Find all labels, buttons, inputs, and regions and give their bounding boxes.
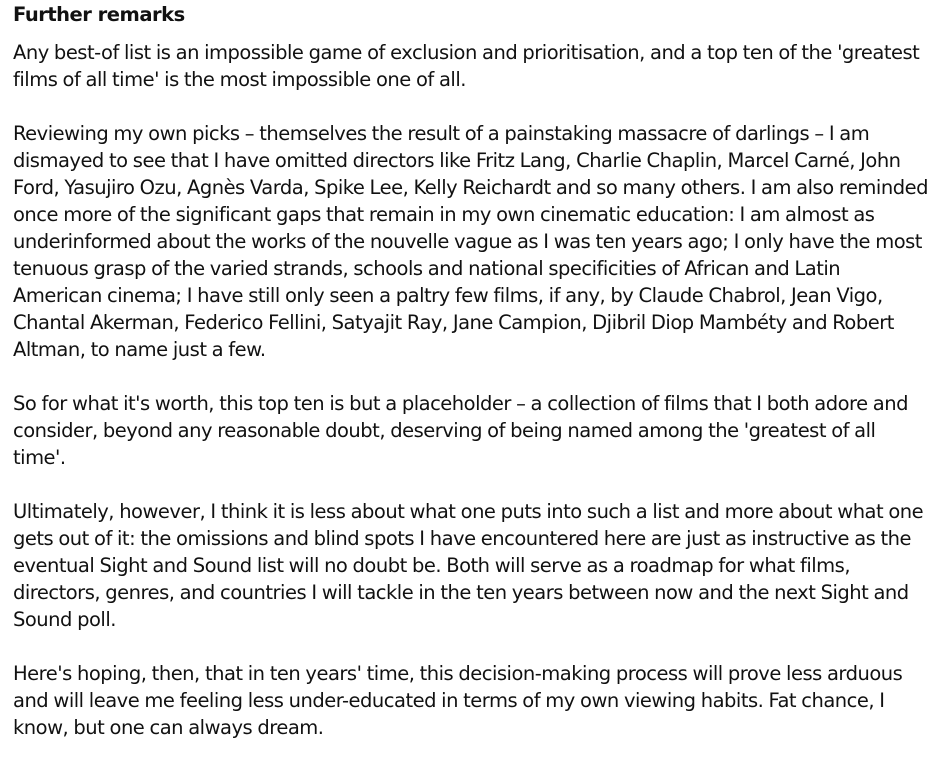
paragraph-exclusion: Any best-of list is an impossible game of exclusion and prioritisation, and a top ten of the 'greatest films of all time' is the most impossible one of all. [13, 41, 920, 91]
paragraph-placeholder: So for what it's worth, this top ten is but a placeholder – a collection of films that I both adore and consider, beyond any reasonable doubt, deserving of being named among the 'greatest of all time'. [13, 392, 908, 469]
paragraph-roadmap: Ultimately, however, I think it is less about what one puts into such a list and more about what one gets out of it: the omissions and blind spots I have encountered here are just as instructive as the eventual Sight and Sound list will no doubt be. Both will serve as a roadmap for what films, directors, genres, and countries I will tackle in the ten years between now and the next Sight and Sound poll. [13, 500, 924, 631]
paragraph-hoping: Here's hoping, then, that in ten years' time, this decision-making process will prove less arduous and will leave me feeling less under-educated in terms of my own viewing habits. Fat chance, I know, but one can always dream. [13, 662, 903, 739]
paragraph-omitted-directors: Reviewing my own picks – themselves the result of a painstaking massacre of darlings – I am dismayed to see that I have omitted directors like Fritz Lang, Charlie Chaplin, Marcel Carné, John Ford, Yasujiro Ozu, Agnès Varda, Spike Lee, Kelly Reichardt and so many others. I am also reminded once more of the significant gaps that remain in my own cinematic education: I am almost as underinformed about the works of the nouvelle vague as I was ten years ago; I only have the most tenuous grasp of the varied strands, schools and national specificities of African and Latin American cinema; I have still only seen a paltry few films, if any, by Claude Chabrol, Jean Vigo, Chantal Akerman, Federico Fellini, Satyajit Ray, Jane Campion, Djibril Diop Mambéty and Robert Altman, to name just a few. [13, 122, 928, 361]
section-heading: Further remarks [13, 3, 185, 26]
